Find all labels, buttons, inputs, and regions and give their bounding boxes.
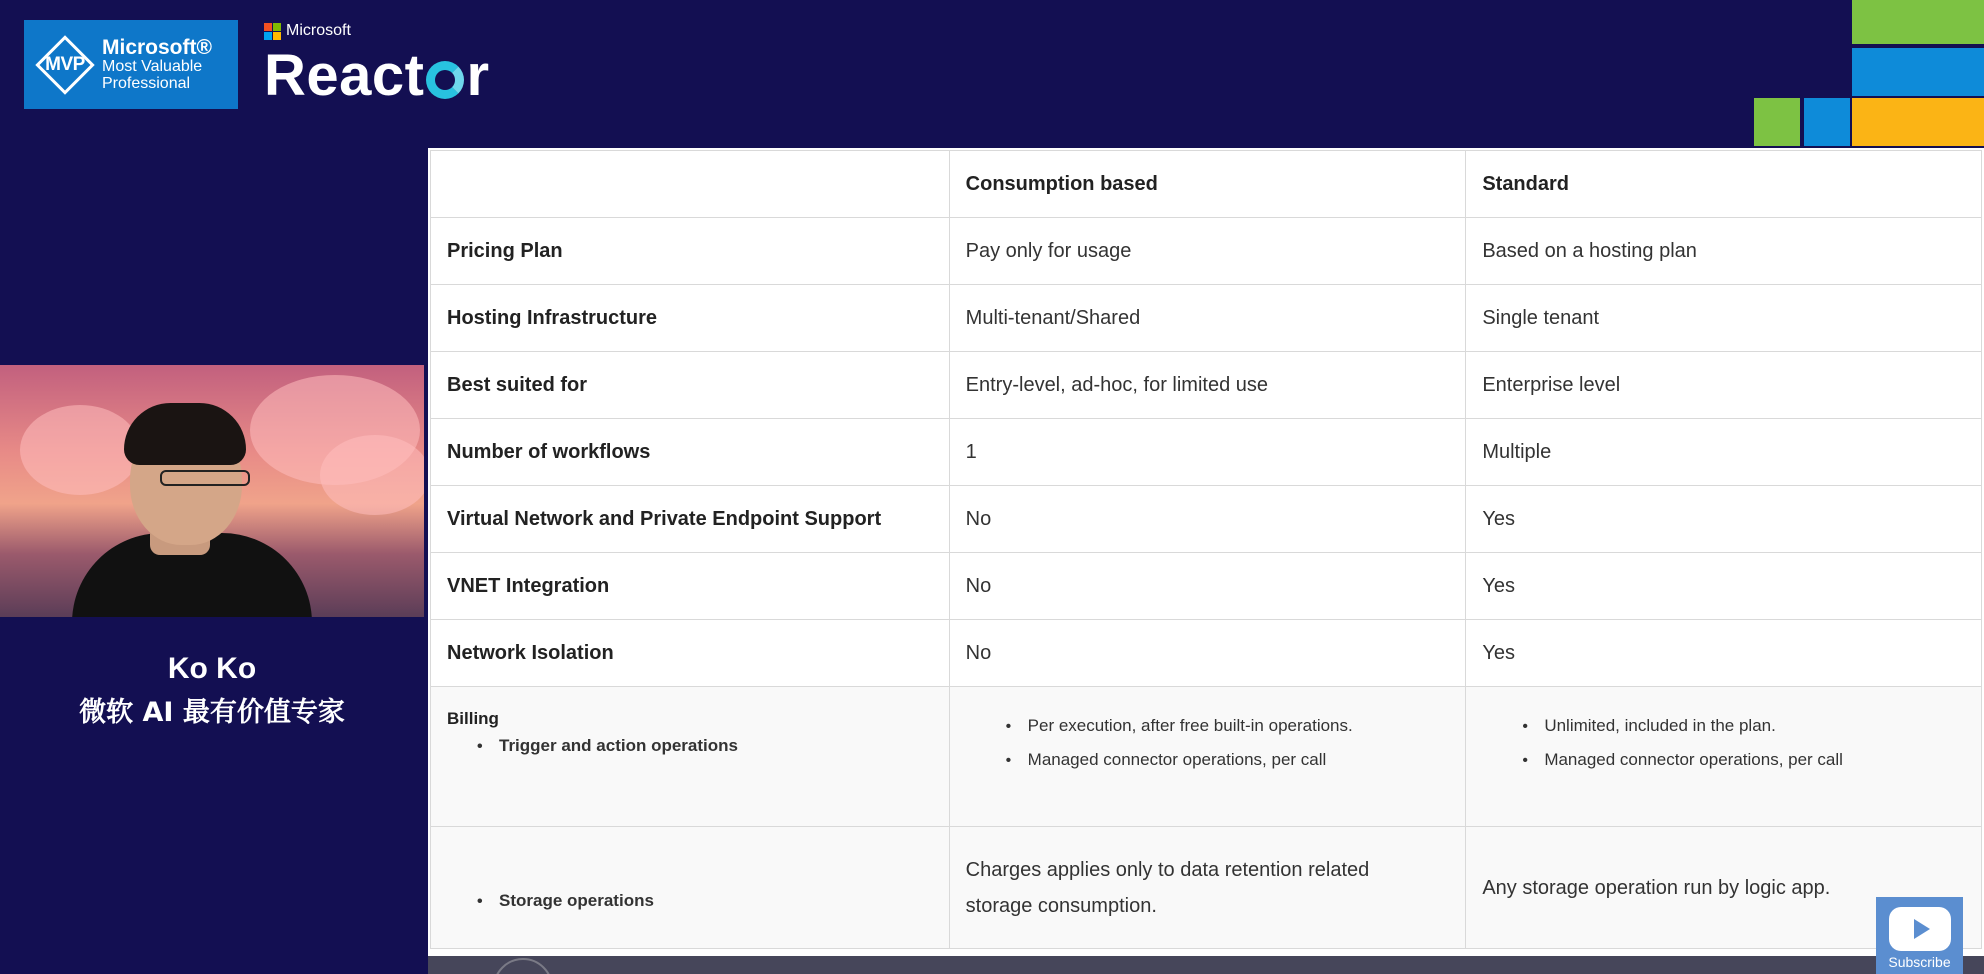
presenter-title: 微软 AI 最有价值专家 bbox=[79, 697, 345, 728]
table-row bbox=[431, 218, 1982, 285]
mvp-line1: Microsoft® bbox=[102, 35, 212, 59]
storage-consumption-line1: Charges applies only to data retention related bbox=[965, 858, 1370, 881]
storage-consumption-line2: storage consumption. bbox=[965, 894, 1157, 917]
row-label: Virtual Network and Private Endpoint Support bbox=[431, 486, 950, 553]
row-label: Hosting Infrastructure bbox=[431, 285, 950, 352]
row-standard: Enterprise level bbox=[1466, 352, 1982, 419]
reactor-o-icon bbox=[426, 61, 464, 99]
billing-storage-row bbox=[431, 827, 1982, 949]
row-standard: Yes bbox=[1466, 620, 1982, 687]
mvp-line3: Professional bbox=[102, 74, 191, 92]
reactor-logo bbox=[264, 22, 490, 109]
microsoft-label: Microsoft bbox=[286, 22, 351, 39]
table-row bbox=[431, 620, 1982, 687]
row-label: Pricing Plan bbox=[431, 218, 950, 285]
billing-label-cell bbox=[431, 687, 950, 827]
list-item: • Per execution, after free built-in operations. bbox=[1006, 709, 1450, 743]
row-consumption: 1 bbox=[949, 419, 1466, 486]
row-consumption: No bbox=[949, 486, 1466, 553]
corner-square-blue-top bbox=[1852, 48, 1984, 96]
row-standard: Based on a hosting plan bbox=[1466, 218, 1982, 285]
presenter-webcam bbox=[0, 365, 424, 617]
row-consumption: Pay only for usage bbox=[949, 218, 1466, 285]
row-label: Best suited for bbox=[431, 352, 950, 419]
trigger-consumption-cell bbox=[949, 687, 1466, 827]
row-consumption: Entry-level, ad-hoc, for limited use bbox=[949, 352, 1466, 419]
row-consumption: No bbox=[949, 620, 1466, 687]
table-row bbox=[431, 486, 1982, 553]
row-standard: Multiple bbox=[1466, 419, 1982, 486]
corner-square-green bbox=[1754, 98, 1800, 146]
row-consumption: Multi-tenant/Shared bbox=[949, 285, 1466, 352]
video-bottom-strip bbox=[428, 956, 1984, 974]
microsoft-logo-icon bbox=[264, 23, 281, 40]
mvp-badge bbox=[24, 20, 238, 109]
storage-standard: Any storage operation run by logic app. bbox=[1482, 876, 1831, 899]
table-row bbox=[431, 553, 1982, 620]
list-item: • Unlimited, included in the plan. bbox=[1522, 709, 1965, 743]
mvp-text bbox=[102, 37, 212, 93]
header-consumption: Consumption based bbox=[949, 151, 1466, 218]
billing-trigger-row bbox=[431, 687, 1982, 827]
comparison-table bbox=[430, 150, 1982, 949]
row-consumption: No bbox=[949, 553, 1466, 620]
comparison-slide bbox=[428, 148, 1984, 956]
corner-square-green-top bbox=[1852, 0, 1984, 44]
table-row bbox=[431, 285, 1982, 352]
reactor-word-end: r bbox=[466, 43, 490, 108]
billing-label: Billing bbox=[447, 709, 499, 728]
row-label: Number of workflows bbox=[431, 419, 950, 486]
row-standard: Yes bbox=[1466, 486, 1982, 553]
mvp-line2: Most Valuable bbox=[102, 57, 203, 75]
storage-operations-label: • Storage operations bbox=[477, 884, 933, 918]
row-standard: Single tenant bbox=[1466, 285, 1982, 352]
row-label: VNET Integration bbox=[431, 553, 950, 620]
list-item: • Managed connector operations, per call bbox=[1522, 743, 1965, 777]
subscribe-label: Subscribe bbox=[1888, 954, 1951, 970]
table-row bbox=[431, 352, 1982, 419]
presenter-name: Ko Ko bbox=[167, 652, 257, 685]
table-header-row bbox=[431, 151, 1982, 218]
list-item: • Managed connector operations, per call bbox=[1006, 743, 1450, 777]
youtube-play-icon bbox=[1889, 907, 1951, 951]
mvp-diamond-icon: MVP bbox=[34, 34, 96, 96]
row-label: Network Isolation bbox=[431, 620, 950, 687]
trigger-operations-label: • Trigger and action operations bbox=[477, 729, 933, 763]
corner-square-yellow bbox=[1852, 98, 1984, 146]
trigger-standard-cell bbox=[1466, 687, 1982, 827]
storage-label-cell bbox=[431, 827, 950, 949]
table-row bbox=[431, 419, 1982, 486]
reactor-word-start: React bbox=[264, 43, 425, 108]
header-empty bbox=[431, 151, 950, 218]
header-standard: Standard bbox=[1466, 151, 1982, 218]
row-standard: Yes bbox=[1466, 553, 1982, 620]
corner-square-blue bbox=[1804, 98, 1850, 146]
storage-consumption-cell bbox=[949, 827, 1466, 949]
subscribe-button[interactable] bbox=[1876, 897, 1963, 974]
